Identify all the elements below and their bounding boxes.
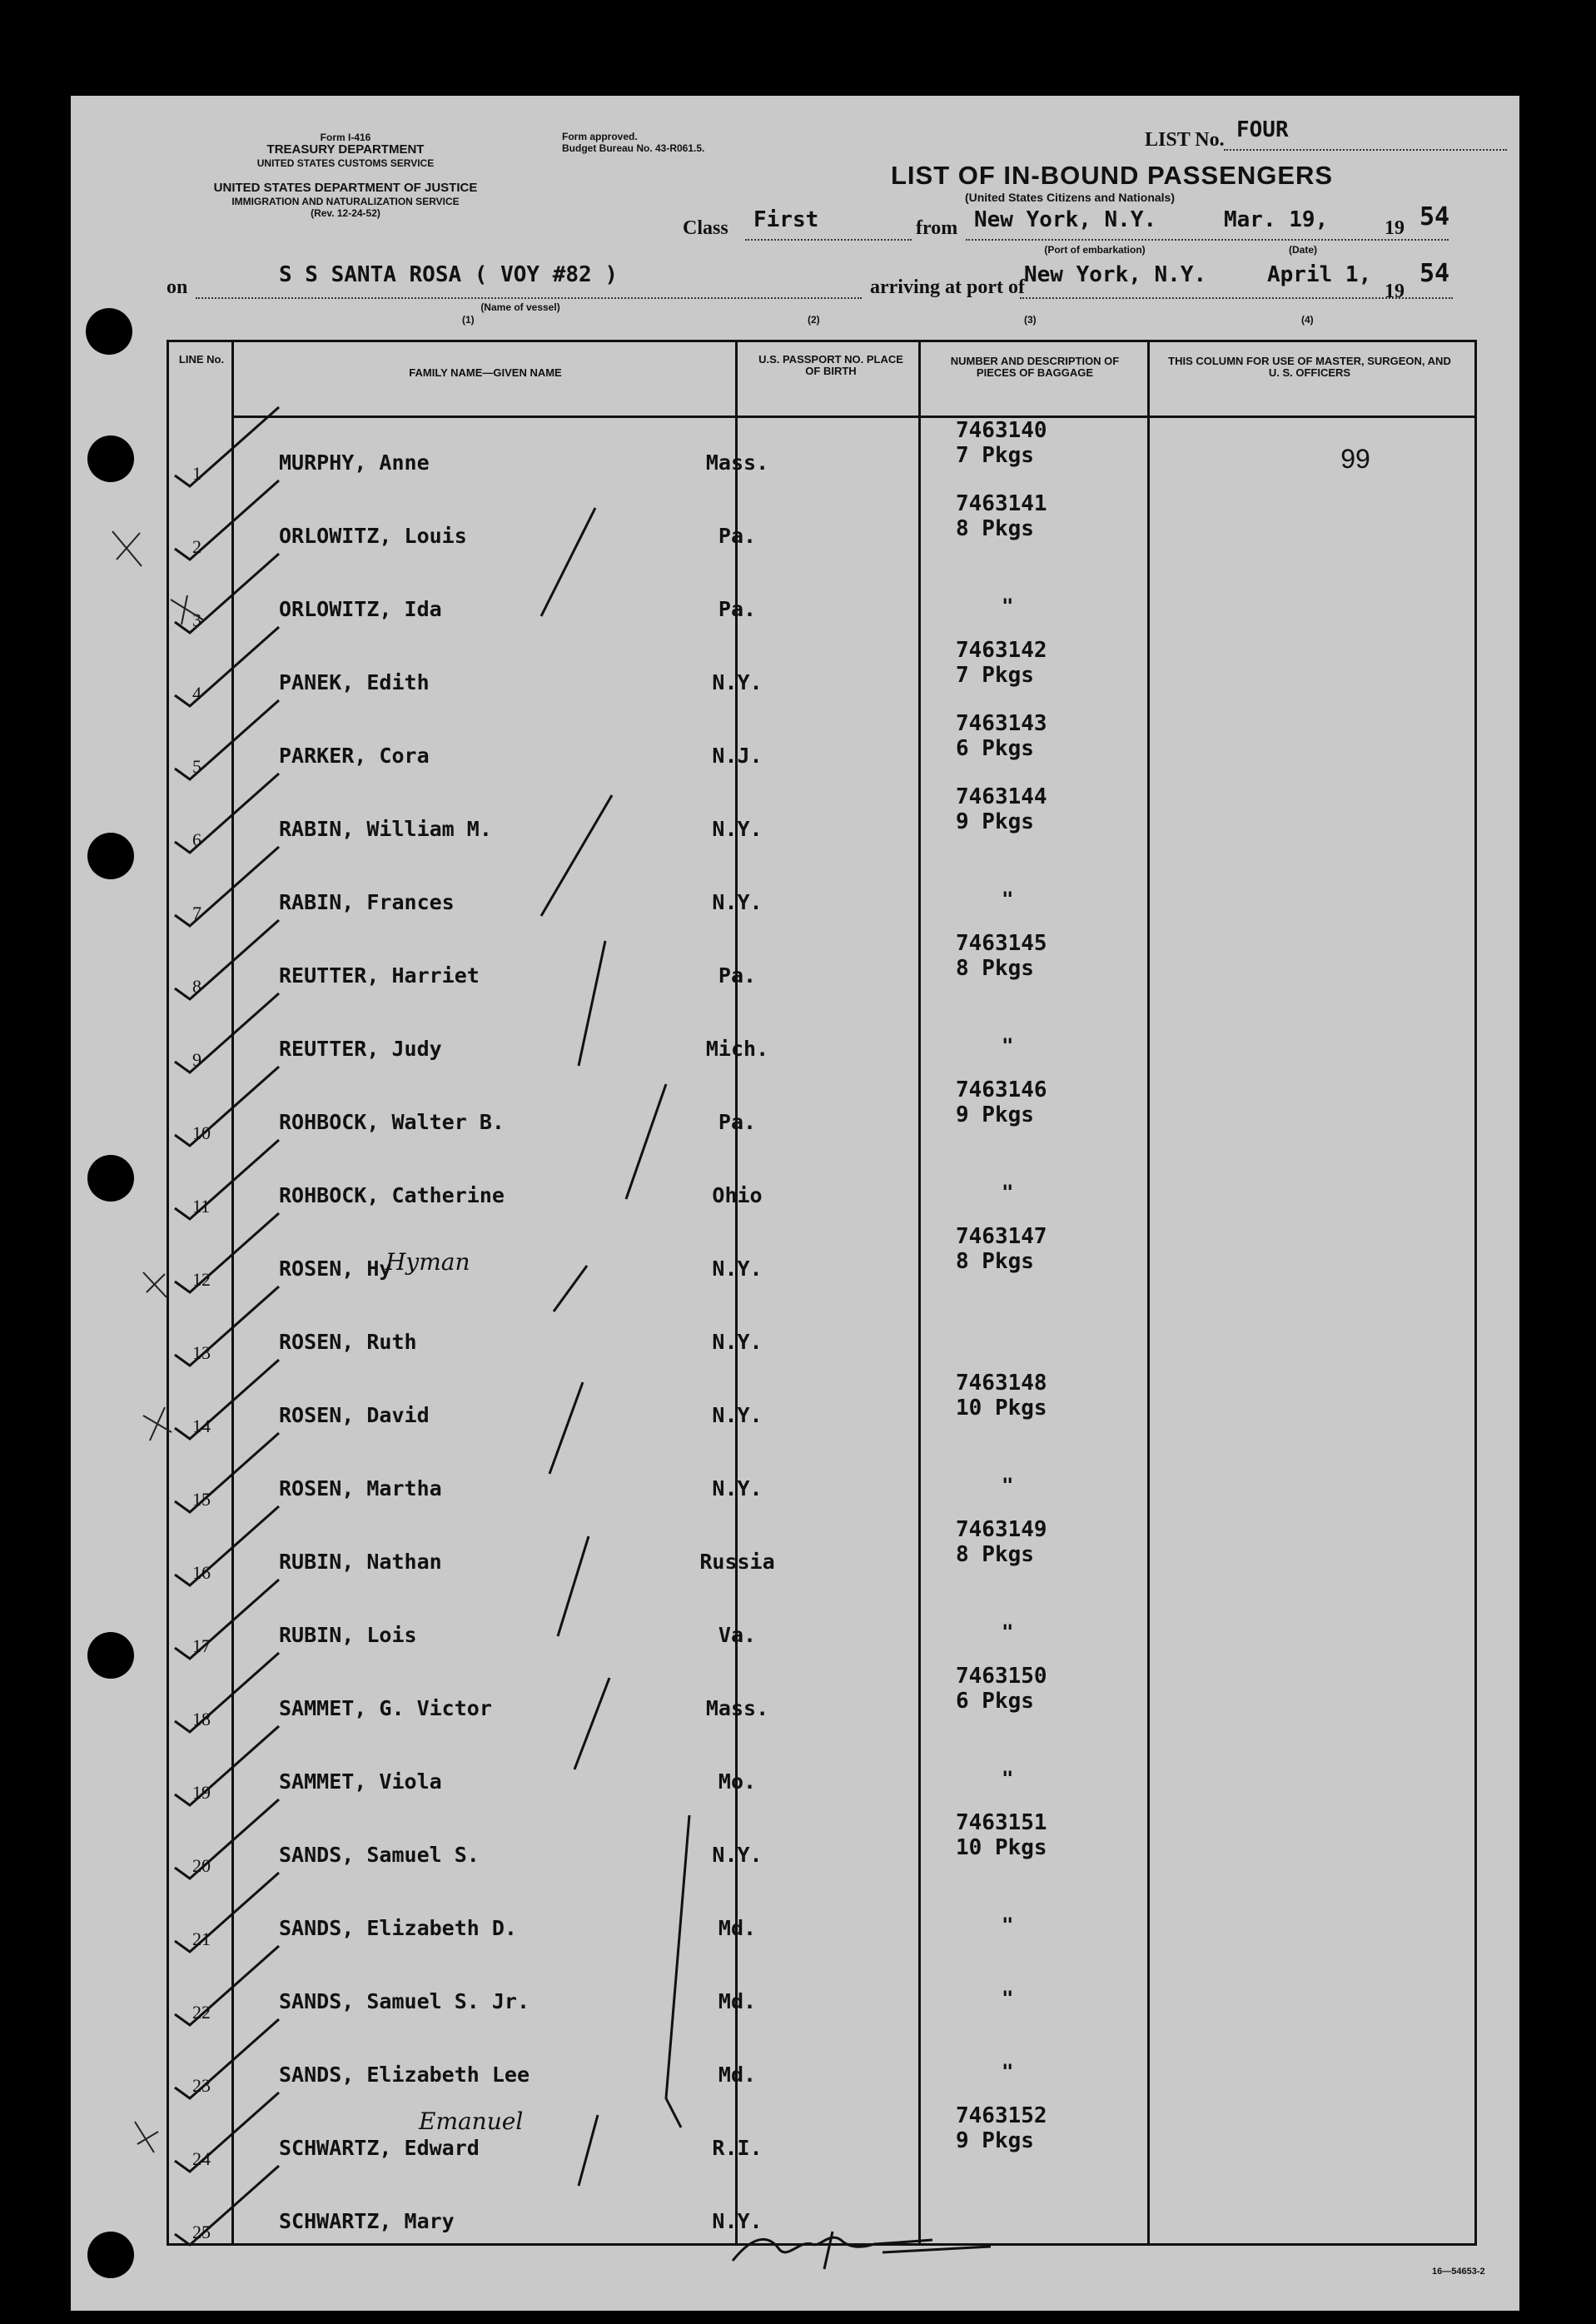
bracket-stroke — [574, 1678, 609, 1769]
baggage-pieces: 8 Pkgs — [956, 956, 1034, 981]
ditto-mark: " — [1002, 2060, 1014, 2083]
line-number: 4 — [192, 683, 201, 704]
year-prefix-2: 19 — [1385, 281, 1405, 302]
from-port: New York, N.Y. — [974, 207, 1157, 232]
line-number: 25 — [192, 2222, 211, 2242]
check-mark — [175, 1140, 279, 1219]
passenger-name: SAMMET, Viola — [279, 1769, 442, 1794]
place-of-birth: Md. — [718, 1916, 757, 1940]
passenger-name: RUBIN, Lois — [279, 1623, 417, 1647]
baggage-number: 7463145 — [956, 931, 1047, 956]
check-mark — [175, 920, 279, 999]
form-number: Form I-416 — [320, 132, 371, 143]
line-number: 13 — [192, 1342, 211, 1363]
check-marks — [175, 407, 279, 2245]
check-mark — [175, 993, 279, 1072]
revision: (Rev. 12-24-52) — [311, 207, 380, 219]
check-mark — [175, 407, 279, 486]
baggage-number: 7463142 — [956, 638, 1047, 663]
baggage-pieces: 9 Pkgs — [956, 2128, 1034, 2153]
check-mark — [175, 2019, 279, 2098]
header-passport: U.S. PASSPORT NO. PLACE OF BIRTH — [758, 353, 903, 377]
justice-heading: UNITED STATES DEPARTMENT OF JUSTICE — [213, 181, 478, 195]
document-title: LIST OF IN-BOUND PASSENGERS — [891, 161, 1334, 190]
check-mark — [175, 1213, 279, 1292]
passenger-name: SANDS, Samuel S. Jr. — [279, 1989, 530, 2013]
passenger-name: RABIN, Frances — [279, 890, 455, 914]
arrival-date: April 1, — [1267, 262, 1372, 287]
check-mark — [175, 1946, 279, 2025]
check-mark — [175, 1506, 279, 1585]
ins-heading: IMMIGRATION AND NATURALIZATION SERVICE — [231, 196, 460, 207]
ditto-mark: " — [1002, 1913, 1014, 1937]
baggage-number: 7463140 — [956, 418, 1047, 443]
passenger-name: MURPHY, Anne — [279, 450, 430, 475]
place-of-birth: Mo. — [718, 1769, 757, 1794]
check-mark — [175, 1799, 279, 1879]
baggage-number: 7463147 — [956, 1224, 1047, 1249]
ditto-mark: " — [1002, 595, 1014, 618]
bracket-stroke — [541, 508, 595, 616]
line-number: 7 — [192, 903, 201, 923]
vessel-caption: (Name of vessel) — [480, 301, 560, 313]
place-of-birth: Ohio — [712, 1183, 763, 1207]
col-number-4: (4) — [1301, 314, 1314, 326]
place-of-birth: N.J. — [712, 744, 763, 768]
place-of-birth: R.I. — [712, 2136, 763, 2160]
date-caption: (Date) — [1288, 244, 1317, 256]
passenger-name: RABIN, William M. — [279, 817, 492, 841]
place-of-birth: Pa. — [718, 963, 757, 988]
baggage-pieces: 10 Pkgs — [956, 1835, 1047, 1860]
bracket-stroke — [554, 1266, 587, 1311]
check-mark — [175, 2166, 279, 2245]
check-mark — [175, 554, 279, 633]
place-of-birth: N.Y. — [712, 890, 763, 914]
baggage-pieces: 7 Pkgs — [956, 663, 1034, 688]
line-number: 19 — [192, 1782, 211, 1803]
place-of-birth: N.Y. — [712, 2209, 763, 2233]
ditto-mark: " — [1002, 888, 1014, 911]
place-of-birth: Mich. — [705, 1037, 769, 1061]
margin-x-mark — [112, 531, 142, 566]
baggage-number: 7463141 — [956, 491, 1047, 516]
list-no-label: LIST No. — [1145, 129, 1225, 151]
header-officers: THIS COLUMN FOR USE OF MASTER, SURGEON, AND U. S. OFFICERS — [1168, 355, 1451, 379]
budget-bureau: Budget Bureau No. 43-R061.5. — [562, 142, 705, 154]
handwritten-name: Emanuel — [419, 2108, 524, 2135]
handwritten-name: Hyman — [385, 1248, 470, 1276]
header-line-no: LINE No. — [178, 353, 225, 366]
line-number: 17 — [192, 1635, 211, 1656]
class-label: Class — [683, 217, 728, 239]
bracket-stroke — [579, 2115, 598, 2186]
place-of-birth: Pa. — [718, 1110, 757, 1134]
ditto-mark: " — [1002, 1987, 1014, 2010]
form-code: 16—54653-2 — [1432, 2267, 1485, 2277]
check-mark — [175, 1653, 279, 1732]
class-value: First — [753, 207, 819, 232]
bracket-strokes — [541, 508, 689, 2186]
ditto-mark: " — [1002, 1181, 1014, 1204]
baggage-number: 7463149 — [956, 1517, 1047, 1542]
bracket-stroke — [541, 795, 612, 916]
form-approved: Form approved. — [562, 131, 638, 142]
signature — [733, 2232, 991, 2269]
check-mark — [175, 774, 279, 853]
passenger-name: SANDS, Elizabeth D. — [279, 1916, 517, 1940]
margin-x-mark — [171, 595, 204, 625]
port-caption: (Port of embarkation) — [1044, 244, 1146, 256]
ditto-mark: " — [1002, 1034, 1014, 1057]
arrival-year: 54 — [1419, 259, 1450, 288]
passenger-name: PANEK, Edith — [279, 670, 430, 694]
departure-year: 54 — [1419, 202, 1450, 231]
from-label: from — [916, 217, 958, 239]
place-of-birth: N.Y. — [712, 1330, 763, 1354]
baggage-pieces: 8 Pkgs — [956, 1542, 1034, 1567]
place-of-birth: Md. — [718, 1989, 757, 2013]
baggage-number: 7463146 — [956, 1077, 1047, 1102]
treasury-heading: TREASURY DEPARTMENT — [266, 142, 425, 157]
line-number: 2 — [192, 536, 201, 557]
arriving-label: arriving at port of — [870, 276, 1025, 298]
baggage-pieces: 9 Pkgs — [956, 1102, 1034, 1127]
check-mark — [175, 1286, 279, 1366]
baggage-pieces: 6 Pkgs — [956, 1689, 1034, 1714]
place-of-birth: Pa. — [718, 597, 757, 621]
line-number: 10 — [192, 1122, 211, 1143]
passenger-name: ROHBOCK, Walter B. — [279, 1110, 505, 1134]
bracket-stroke — [579, 941, 605, 1066]
line-number: 12 — [192, 1269, 211, 1290]
place-of-birth: Mass. — [705, 1696, 769, 1720]
customs-heading: UNITED STATES CUSTOMS SERVICE — [256, 157, 435, 169]
col-number-3: (3) — [1024, 314, 1037, 326]
check-mark — [175, 1433, 279, 1512]
list-no-value: FOUR — [1236, 117, 1289, 142]
bracket-stroke — [626, 1084, 666, 1199]
passenger-name: ROHBOCK, Catherine — [279, 1183, 505, 1207]
baggage-number: 7463144 — [956, 784, 1047, 809]
baggage-pieces: 8 Pkgs — [956, 1249, 1034, 1274]
col-number-1: (1) — [462, 314, 475, 326]
place-of-birth: N.Y. — [712, 1403, 763, 1427]
ditto-mark: " — [1002, 1474, 1014, 1497]
baggage-pieces: 9 Pkgs — [956, 809, 1034, 834]
line-number: 24 — [192, 2148, 211, 2169]
check-mark — [175, 1873, 279, 1952]
vessel-name: S S SANTA ROSA ( VOY #82 ) — [279, 262, 618, 287]
document-subtitle: (United States Citizens and Nationals) — [964, 191, 1176, 204]
baggage-pieces: 10 Pkgs — [956, 1396, 1047, 1421]
bracket-stroke — [558, 1536, 589, 1636]
line-number: 1 — [192, 463, 201, 484]
check-mark — [175, 847, 279, 926]
bracket-stroke — [666, 1815, 689, 2127]
line-number: 6 — [192, 829, 201, 850]
place-of-birth: N.Y. — [712, 670, 763, 694]
baggage-pieces: 8 Pkgs — [956, 516, 1034, 541]
passenger-name: ROSEN, Hy — [279, 1257, 392, 1281]
baggage-pieces: 6 Pkgs — [956, 736, 1034, 761]
check-mark — [175, 1726, 279, 1805]
line-number: 8 — [192, 976, 201, 997]
line-number: 9 — [192, 1049, 201, 1070]
place-of-birth: Pa. — [718, 524, 757, 548]
margin-x-mark — [143, 1272, 167, 1297]
baggage-number: 7463150 — [956, 1664, 1047, 1689]
line-number: 23 — [192, 2075, 211, 2096]
check-mark — [175, 2093, 279, 2172]
baggage-pieces: 7 Pkgs — [956, 443, 1034, 468]
line-number: 18 — [192, 1709, 211, 1729]
line-number: 20 — [192, 1855, 211, 1876]
passenger-name: ROSEN, Ruth — [279, 1330, 417, 1354]
line-number: 16 — [192, 1562, 211, 1583]
passenger-name: SCHWARTZ, Edward — [279, 2136, 480, 2160]
year-prefix-1: 19 — [1385, 217, 1405, 239]
passenger-name: ROSEN, Martha — [279, 1476, 442, 1500]
passenger-name: SCHWARTZ, Mary — [279, 2209, 455, 2233]
place-of-birth: Md. — [718, 2063, 757, 2087]
arrival-port: New York, N.Y. — [1024, 262, 1207, 287]
place-of-birth: N.Y. — [712, 1257, 763, 1281]
line-number: 14 — [192, 1416, 211, 1436]
place-of-birth: N.Y. — [712, 1843, 763, 1867]
place-of-birth: N.Y. — [712, 1476, 763, 1500]
check-mark — [175, 1067, 279, 1146]
margin-marks — [112, 531, 204, 2152]
col-number-2: (2) — [808, 314, 820, 326]
line-number: 15 — [192, 1489, 211, 1510]
passenger-name: ROSEN, David — [279, 1403, 430, 1427]
header-name: FAMILY NAME—GIVEN NAME — [409, 366, 562, 379]
passenger-name: SANDS, Samuel S. — [279, 1843, 480, 1867]
baggage-number: 7463152 — [956, 2103, 1047, 2128]
passenger-name: RUBIN, Nathan — [279, 1550, 442, 1574]
check-mark — [175, 480, 279, 560]
place-of-birth: N.Y. — [712, 817, 763, 841]
passenger-name: PARKER, Cora — [279, 744, 430, 768]
departure-date: Mar. 19, — [1224, 207, 1329, 232]
check-mark — [175, 627, 279, 706]
passenger-name: SAMMET, G. Victor — [279, 1696, 492, 1720]
margin-x-mark — [135, 2122, 158, 2152]
place-of-birth: Mass. — [705, 450, 769, 475]
line-number: 11 — [192, 1196, 211, 1217]
check-mark — [175, 1580, 279, 1659]
passenger-name: SANDS, Elizabeth Lee — [279, 2063, 530, 2087]
baggage-number: 7463151 — [956, 1810, 1047, 1835]
ditto-mark: " — [1002, 1620, 1014, 1644]
margin-x-mark — [143, 1407, 172, 1441]
header-baggage: NUMBER AND DESCRIPTION OF PIECES OF BAGGAGE — [950, 355, 1120, 379]
passenger-name: REUTTER, Judy — [279, 1037, 442, 1061]
passenger-name: ORLOWITZ, Louis — [279, 524, 467, 548]
passenger-name: REUTTER, Harriet — [279, 963, 480, 988]
bracket-stroke — [549, 1382, 583, 1474]
place-of-birth: Va. — [718, 1623, 757, 1647]
baggage-number: 7463143 — [956, 711, 1047, 736]
line-number: 22 — [192, 2002, 211, 2023]
baggage-number: 7463148 — [956, 1371, 1047, 1396]
line-number: 21 — [192, 1928, 211, 1949]
official-note: 99 — [1340, 444, 1370, 474]
line-number: 5 — [192, 756, 201, 777]
check-mark — [175, 1360, 279, 1439]
on-label: on — [167, 276, 188, 298]
line-number: 3 — [192, 610, 201, 630]
passenger-name: ORLOWITZ, Ida — [279, 597, 442, 621]
ditto-mark: " — [1002, 1767, 1014, 1790]
check-mark — [175, 700, 279, 779]
place-of-birth: Russia — [699, 1550, 775, 1574]
